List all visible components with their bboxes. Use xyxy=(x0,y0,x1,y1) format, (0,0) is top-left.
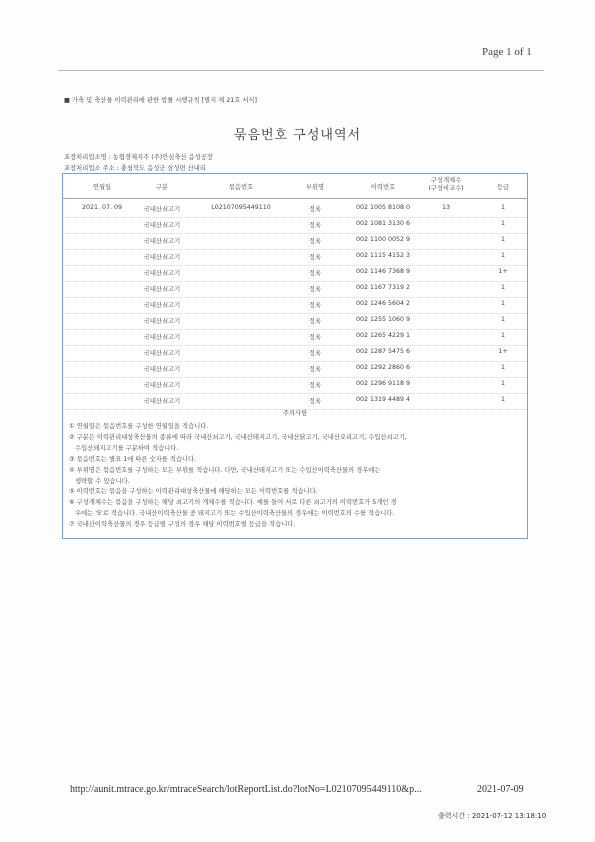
cell-trace-number: 002 1005 8108 0 xyxy=(355,204,411,211)
cell-part: 정육 xyxy=(308,206,322,213)
cell-part: 정육 xyxy=(308,286,322,293)
cell-type: 국내산쇠고기 xyxy=(143,206,181,213)
cell-type: 국내산쇠고기 xyxy=(143,382,181,389)
cell-trace-number: 002 1319 4489 4 xyxy=(355,396,411,403)
note-item: ⑤ 이력번호는 묶음을 구성하는 이력관리대상축산물에 해당하는 모든 이력번호를 적습니다. xyxy=(69,488,318,496)
cell-grade: 1 xyxy=(500,300,505,307)
cell-grade: 1 xyxy=(500,284,505,291)
processor-name: 포장처리업소명 : 농협경제지주 (주)안심축산 음성공장 xyxy=(64,154,213,161)
cell-part: 정육 xyxy=(308,254,322,261)
table-row xyxy=(63,201,527,218)
cell-count: 13 xyxy=(441,204,450,211)
header-type: 구분 xyxy=(155,184,169,191)
cell-type: 국내산쇠고기 xyxy=(143,334,181,341)
table-row xyxy=(63,233,527,250)
cell-trace-number: 002 1296 9118 9 xyxy=(355,380,411,387)
source-url: http://aunit.mtrace.go.kr/mtraceSearch/lotReportList.do?lotNo=L02107095449110&p... xyxy=(70,784,422,795)
cell-grade: 1 xyxy=(500,380,505,387)
cell-part: 정육 xyxy=(308,238,322,245)
table-row xyxy=(63,297,527,314)
cell-trace-number: 002 1265 4229 1 xyxy=(355,332,411,339)
table-row xyxy=(63,361,527,378)
cell-grade: 1 xyxy=(500,364,505,371)
cell-type: 국내산쇠고기 xyxy=(143,318,181,325)
header-date: 연월일 xyxy=(92,184,112,191)
cell-grade: 1 xyxy=(500,220,505,227)
cell-grade: 1 xyxy=(500,332,505,339)
cell-type: 국내산쇠고기 xyxy=(143,366,181,373)
cell-type: 국내산쇠고기 xyxy=(143,302,181,309)
cell-grade: 1 xyxy=(500,396,505,403)
cell-grade: 1 xyxy=(500,204,505,211)
note-item: 생략할 수 있습니다. xyxy=(69,477,130,485)
processor-address: 포장처리업소 주소 : 충청북도 음성군 삼성면 산내리 xyxy=(64,165,206,172)
print-time: 출력시간 : 2021-07-12 13:18:10 xyxy=(438,812,547,820)
page-number: Page 1 of 1 xyxy=(482,46,532,58)
cell-trace-number: 002 1146 7368 9 xyxy=(355,268,411,275)
cell-grade: 1+ xyxy=(498,348,508,355)
cell-part: 정육 xyxy=(308,334,322,341)
cell-type: 국내산쇠고기 xyxy=(143,238,181,245)
note-item: 우에는 '5'로 적습니다. 국내산이력축산물 중 돼지고기 또는 수입산이력축산물의 경우에는 이력번호의 수를 적습니다. xyxy=(69,510,395,518)
notes-list xyxy=(69,422,521,531)
table-row xyxy=(63,249,527,266)
table-row xyxy=(63,281,527,298)
header-count-line1: 구성개체수 xyxy=(430,177,462,184)
cell-part: 정육 xyxy=(308,270,322,277)
note-item: ④ 부위명은 묶음번호를 구성하는 모든 부위를 적습니다. 다만, 국내산돼지고기 또는 수입산이력축산물의 경우에는 xyxy=(69,466,381,474)
top-divider xyxy=(58,70,544,71)
note-item: ② 구분은 이력관리대상축산물의 종류에 따라 국내산쇠고기, 국내산돼지고기, 국내산닭고기, 국내산오리고기, 수입산쇠고기, xyxy=(69,433,407,441)
header-part: 부위명 xyxy=(305,184,325,191)
cell-part: 정육 xyxy=(308,222,322,229)
cell-date: 2021. 07. 09 xyxy=(81,204,123,211)
footer-date: 2021-07-09 xyxy=(477,784,524,795)
cell-grade: 1 xyxy=(500,316,505,323)
note-item: ⑦ 국내산이력축산물의 경우 등급별 구성의 경우 해당 이력번호별 등급을 적습니다. xyxy=(69,521,296,529)
table-row xyxy=(63,329,527,346)
cell-grade: 1+ xyxy=(498,268,508,275)
note-item: ① 연월일은 묶음번호를 구성한 연월일을 적습니다. xyxy=(69,423,209,430)
cell-type: 국내산쇠고기 xyxy=(143,398,181,405)
form-reference: ■ 가축 및 축산물 이력관리에 관한 법률 시행규칙 [별지 제 21호 서식] xyxy=(64,97,257,104)
table-row xyxy=(63,313,527,330)
cell-part: 정육 xyxy=(308,366,322,373)
cell-part: 정육 xyxy=(308,398,322,405)
cell-trace-number: 002 1167 7319 2 xyxy=(355,284,411,291)
cell-type: 국내산쇠고기 xyxy=(143,286,181,293)
table-row xyxy=(63,345,527,362)
note-item: ③ 묶음번호는 별표 1에 따른 숫자를 적습니다. xyxy=(69,455,197,463)
notes-title: 주의사항 xyxy=(282,410,308,417)
cell-trace-number: 002 1115 4152 3 xyxy=(355,252,411,259)
cell-trace-number: 002 1081 3130 6 xyxy=(355,220,411,227)
header-trace-number: 이력번호 xyxy=(370,184,396,191)
cell-part: 정육 xyxy=(308,350,322,357)
cell-trace-number: 002 1287 5475 6 xyxy=(355,348,411,355)
cell-part: 정육 xyxy=(308,318,322,325)
note-item: 수입산돼지고기를 구분하여 적습니다. xyxy=(69,444,179,452)
cell-lot-number: L02107095449110 xyxy=(211,204,271,211)
cell-trace-number: 002 1292 2860 6 xyxy=(355,364,411,371)
cell-part: 정육 xyxy=(308,302,322,309)
document-title: 묶음번호 구성내역서 xyxy=(233,128,362,143)
cell-trace-number: 002 1100 0052 9 xyxy=(355,236,411,243)
cell-grade: 1 xyxy=(500,236,505,243)
cell-type: 국내산쇠고기 xyxy=(143,222,181,229)
header-count-line2: (구성비교수) xyxy=(428,185,464,192)
cell-trace-number: 002 1255 1060 9 xyxy=(355,316,411,323)
composition-table-frame xyxy=(62,173,528,539)
cell-grade: 1 xyxy=(500,252,505,259)
cell-trace-number: 002 1246 5604 2 xyxy=(355,300,411,307)
table-header xyxy=(63,174,527,199)
cell-type: 국내산쇠고기 xyxy=(143,270,181,277)
cell-type: 국내산쇠고기 xyxy=(143,254,181,261)
table-row xyxy=(63,217,527,234)
cell-type: 국내산쇠고기 xyxy=(143,350,181,357)
header-lot-number: 묶음번호 xyxy=(228,184,254,191)
cell-part: 정육 xyxy=(308,382,322,389)
table-row xyxy=(63,377,527,394)
header-grade: 등급 xyxy=(496,184,510,191)
note-item: ⑥ 구성개체수는 묶음을 구성하는 해당 쇠고기의 개체수를 적습니다. 예를 들어 서로 다른 쇠고기의 이력번호가 5개인 경 xyxy=(69,499,397,507)
table-row xyxy=(63,265,527,282)
